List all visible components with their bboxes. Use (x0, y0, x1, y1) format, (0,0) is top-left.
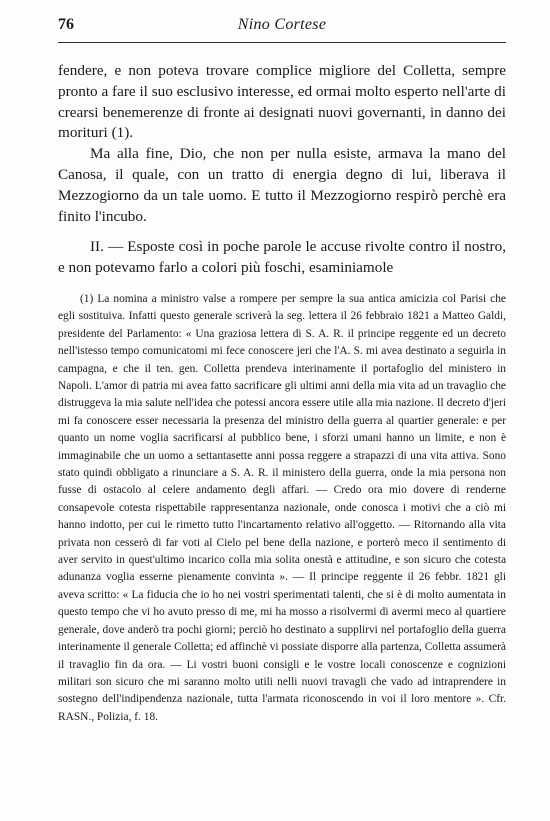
main-text (58, 61, 506, 279)
paragraph: fendere, e non poteva trovare complice migliore del Colletta, sempre pronto a fare il suo esclusivo interesse, ed ormai molto esperto nell'arte di crearsi benemerenze di fronte ai designati nuovi governanti, in danno dei morituri (1). (58, 62, 506, 142)
footnote-1: (1) La nomina a ministro valse a rompere per sempre la sua antica amicizia col Parisi che egli sostituiva. Infatti questo generale scriverà la seg. lettera il 26 febbraio 1821 a Matteo Galdi, presidente del Parlamento: « Una graziosa lettera di S. A. R. il principe reggente ed un decreto nell'istesso tempo comunicatomi mi fece conoscere jeri che l'A. S. mi avea destinato a seguirla in campagna, e che il ten. gen. Colletta prendeva interinamente il portafoglio del ministero in Napoli. L'amor di patria mi avea fatto sacrificare gli ultimi anni della mia vita ad un travaglio che distruggeva la mia salute nell'idea che potessi ancora essere utile alla mia nazione. Il decreto d'jeri mi fa conoscere esser necessaria la presenza del ministro della guerra al quartier generale: e per quanto un nome voglia sacrificarsi al pubblico bene, i sforzi umani hanno un limite, e non è immaginabile che un uomo a settantasette anni possa reggere a strapazzi di una vita attiva. Sono stato quindi obbligato a rinunciare a S. A. R. il ministero della guerra, onde la mia persona non fusse di ostacolo al celere andamento degli affari. — Credo ora mio dovere di renderne consapevole cotesta rispettabile rappresentanza nazionale, onde conosca i motivi che a ciò mi hanno indotto, per cui le rimetto tutto l'incartamento relativo all'oggetto. — Ritornando alla vita privata non cesserò di far voti al Cielo pel bene della nazione, e porterò meco il sentimento di aver servito in quest'ultimo incarico colla mia solita onestà e attitudine, e son sicuro che cotesta adunanza voglia esserne pienamente convinta ». — Il principe reggente il 26 febbr. 1821 gli aveva scritto: « La fiducia che io ho nei vostri sperimentati talenti, che si è di molto aumentata in questo tempo che vi ho avuto presso di me, mi ha mosso a risolvermi di avermi meco al quartiere generale, dove anderò tra pochi giorni; perciò ho destinato a supplirvi nel portafoglio della guerra interinamente il generale Colletta; ed affinchè vi possiate disporre alla partenza, Colletta assumerà il travaglio fin da ora. — Li vostri buoni consigli e le vostre locali conoscenze e cognizioni militari son sicuro che mi saranno molto utili nelli nuovi travagli che vado ad intraprendere in sostegno dell'indipendenza nazionale, tutta l'armata riconoscendo in voi il loro mentore ». Cfr. RASN., Polizia, f. 18. (58, 292, 506, 723)
page-number: 76 (58, 16, 74, 33)
paragraph: Ma alla fine, Dio, che non per nulla esiste, armava la mano del Canosa, il quale, con un tratto di energia degno di lui, liberava il Mezzogiorno da un tale uomo. E tutto il Mezzogiorno respirò perchè era finito l'incubo. (58, 145, 506, 225)
page-header (58, 14, 506, 40)
footnotes (58, 291, 506, 726)
header-rule (58, 42, 506, 43)
running-head: Nino Cortese (237, 16, 327, 33)
section-gap (58, 227, 506, 237)
paragraph: II. — Esposte così in poche parole le accuse rivolte contro il nostro, e non potevamo farlo a colori più foschi, esaminiamole (58, 238, 506, 277)
